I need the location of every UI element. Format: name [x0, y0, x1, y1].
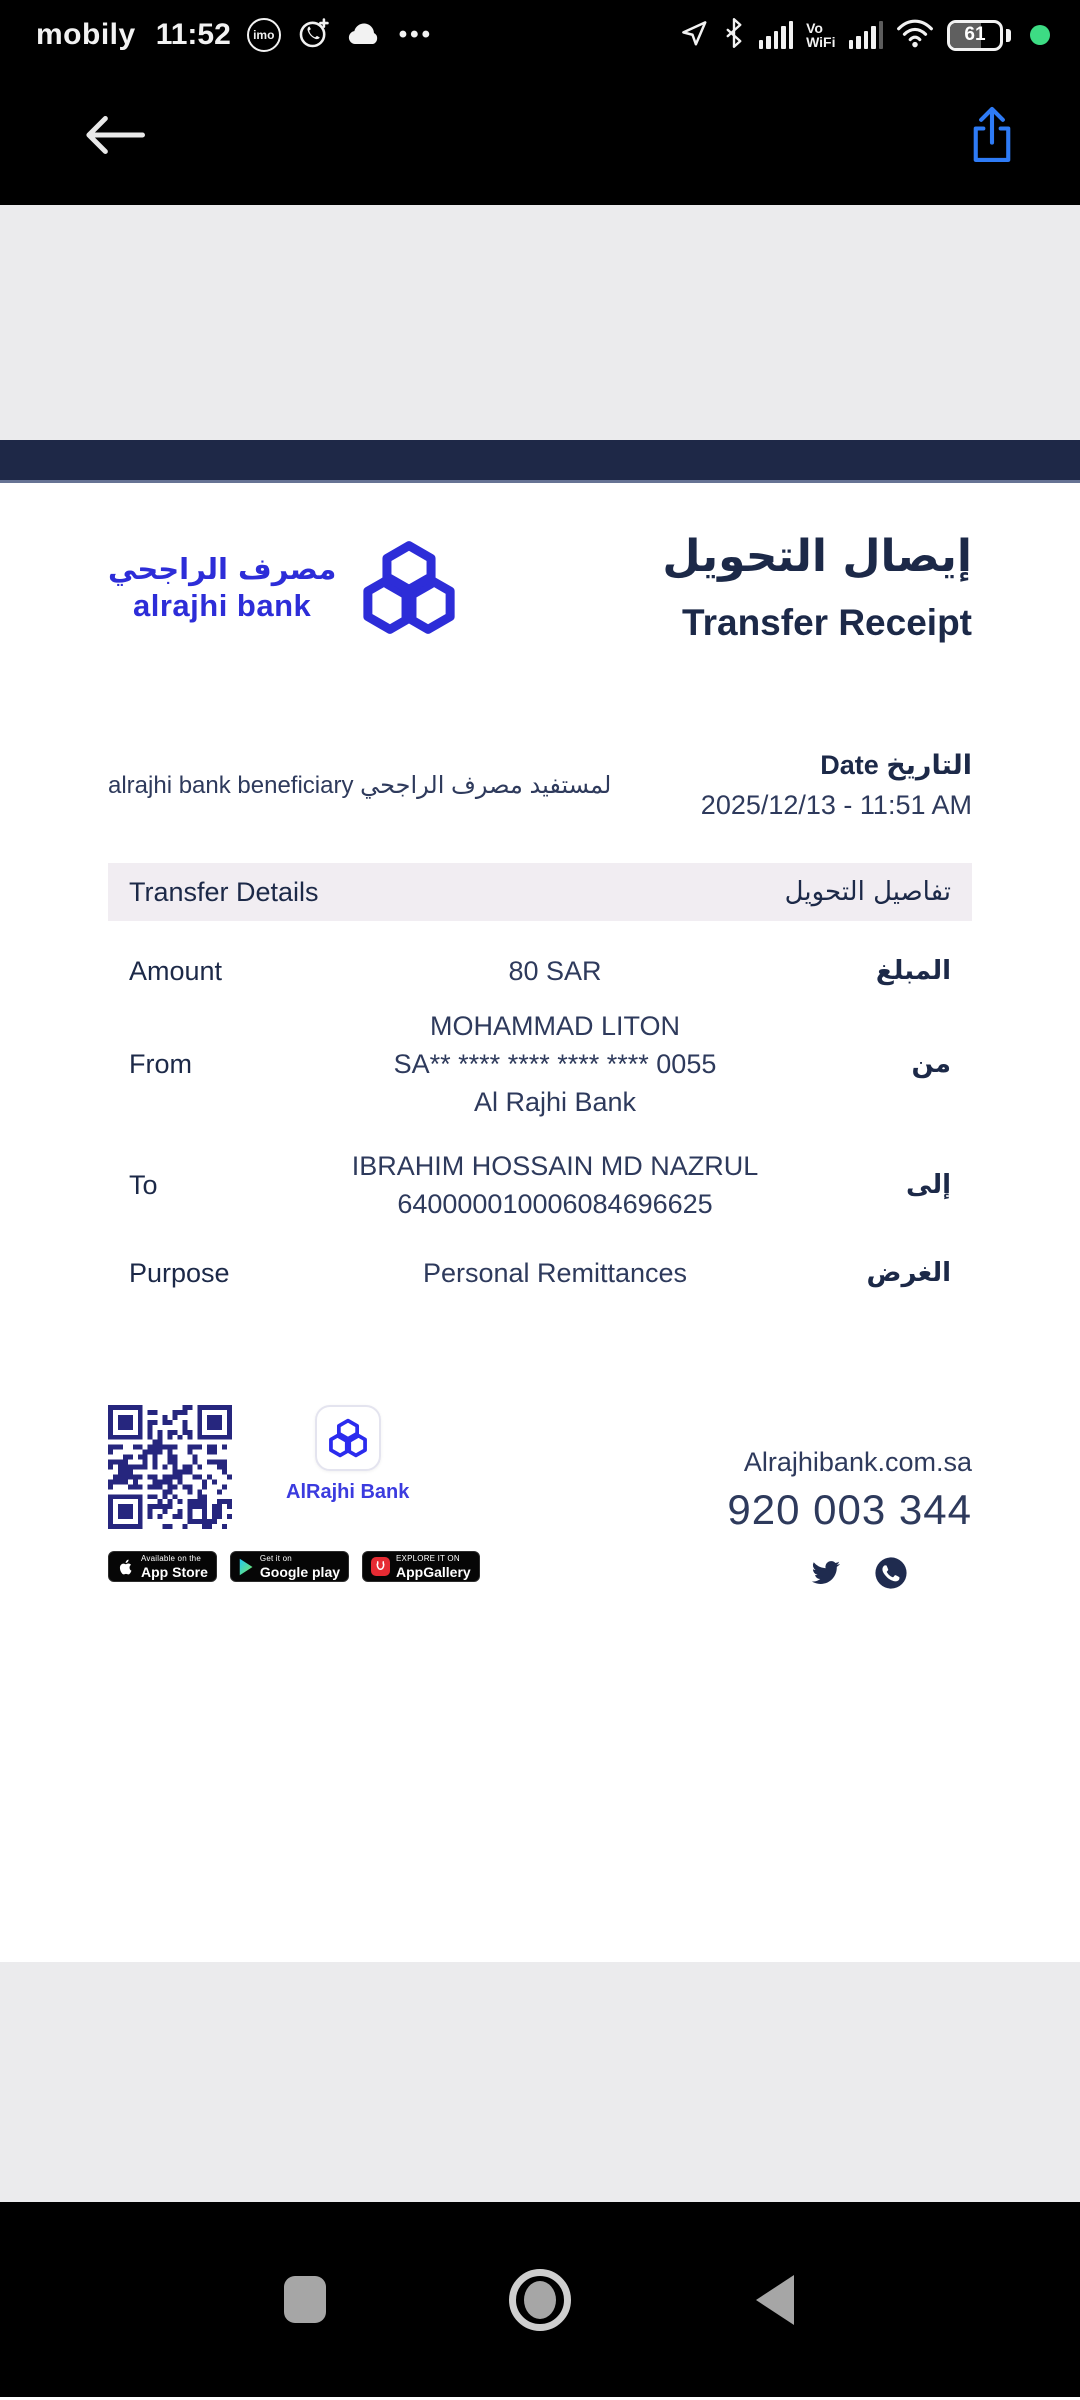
transfer-receipt	[0, 483, 1080, 1962]
whatsapp-call-icon	[297, 16, 331, 55]
share-button[interactable]	[966, 104, 1018, 171]
from-label-en: From	[129, 1048, 192, 1079]
receipt-title-arabic: إيصال التحويل	[662, 531, 972, 582]
to-label-ar: إلى	[906, 1170, 951, 1200]
purpose-label-en: Purpose	[129, 1257, 230, 1288]
alrajhi-trefoil-icon	[356, 539, 462, 636]
clock: 11:52	[155, 18, 231, 51]
carrier-label: mobily	[36, 18, 136, 51]
page-background-top	[0, 205, 1080, 440]
alrajhi-app-icon	[315, 1405, 381, 1471]
amount-label-en: Amount	[129, 955, 223, 986]
recents-button[interactable]	[265, 2276, 345, 2323]
purpose-row	[129, 1253, 951, 1293]
date-label: Date التاريخ	[820, 750, 972, 780]
location-icon	[679, 18, 709, 53]
twitter-icon	[808, 1556, 844, 1595]
transfer-details-header	[108, 863, 972, 921]
from-row	[129, 1007, 951, 1121]
imo-notification-icon: imo	[247, 18, 281, 52]
bluetooth-icon	[722, 18, 746, 53]
appgallery-badge: EXPLORE IT ON AppGallery	[362, 1551, 480, 1582]
signal-strength-icon	[759, 21, 794, 49]
details-header-arabic: تفاصيل التحويل	[784, 877, 951, 907]
bank-website: Alrajhibank.com.sa	[743, 1447, 972, 1477]
date-value: 2025/12/13 - 11:51 AM	[700, 790, 972, 820]
page-background-bottom	[0, 1962, 1080, 2202]
bank-phone-number: 920 003 344	[727, 1486, 972, 1533]
receipt-top-band	[0, 440, 1080, 483]
more-notifications-icon: •••	[398, 21, 433, 48]
google-play-badge: Get it on Google play	[230, 1551, 349, 1582]
battery-indicator: 61	[947, 20, 1011, 51]
purpose-label-ar: الغرض	[866, 1258, 951, 1288]
qr-code	[108, 1405, 232, 1529]
purpose-value: Personal Remittances	[422, 1258, 688, 1288]
amount-row	[129, 951, 951, 991]
to-row	[129, 1147, 951, 1223]
amount-label-ar: المبلغ	[875, 956, 951, 986]
apple-icon	[117, 1557, 135, 1577]
back-button[interactable]	[82, 113, 148, 162]
receipt-title-english: Transfer Receipt	[682, 602, 972, 643]
camera-active-dot	[1030, 25, 1050, 45]
android-navigation-bar	[0, 2202, 1080, 2397]
wifi-icon	[896, 18, 934, 53]
back-nav-button[interactable]	[735, 2275, 815, 2325]
alrajhi-logo	[108, 539, 462, 636]
cloud-icon	[347, 20, 383, 51]
brand-name-english: alrajhi bank	[133, 587, 312, 623]
from-value: MOHAMMAD LITON SA** **** **** **** **** 0055 Al Rajhi Bank	[393, 1011, 717, 1117]
transfer-details-table	[108, 951, 972, 1293]
amount-value: 80 SAR	[508, 956, 602, 986]
signal-strength-icon-sim2	[849, 21, 884, 49]
app-store-badge: Available on the App Store	[108, 1551, 217, 1582]
beneficiary-note: alrajhi bank beneficiary لمستفيد مصرف الراجحي	[108, 772, 612, 799]
app-name-label: AlRajhi Bank	[286, 1481, 410, 1503]
to-value: IBRAHIM HOSSAIN MD NAZRUL 640000010006084696625	[351, 1151, 759, 1219]
details-header-english: Transfer Details	[129, 876, 319, 907]
home-button[interactable]	[500, 2269, 580, 2331]
vowifi-indicator: Vo WiFi	[806, 20, 836, 50]
appgallery-icon	[371, 1557, 390, 1576]
to-label-en: To	[129, 1169, 158, 1200]
whatsapp-icon	[874, 1556, 908, 1595]
brand-name-arabic: مصرف الراجحي	[108, 551, 337, 586]
google-play-icon	[239, 1558, 254, 1576]
app-header	[0, 70, 1080, 205]
from-label-ar: من	[911, 1049, 951, 1079]
status-bar	[0, 0, 1080, 70]
